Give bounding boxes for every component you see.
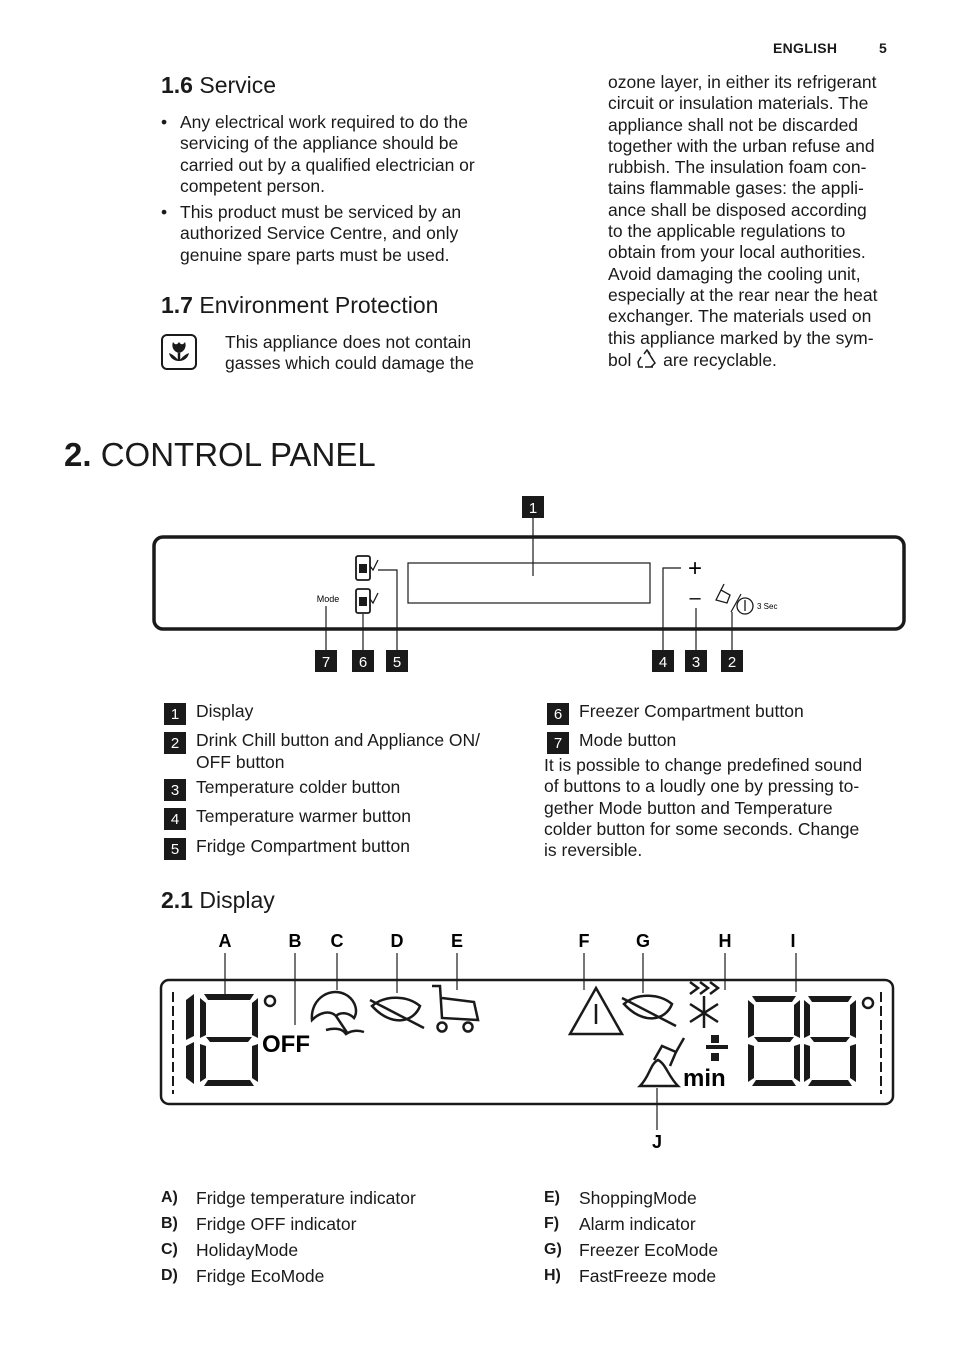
- control-panel-diagram: [140, 490, 920, 680]
- letter-j: J: [651, 1132, 663, 1152]
- display-legend-d: [161, 1263, 324, 1289]
- text-line: gether Mode button and Temperature: [544, 797, 833, 818]
- legend-number: 6: [547, 703, 569, 725]
- fridge-compartment-icon: [356, 556, 378, 580]
- letter-d: D: [390, 931, 404, 951]
- text-line: is reversible.: [544, 840, 643, 861]
- legend-number: 4: [164, 808, 186, 830]
- freezer-compartment-icon: [356, 589, 378, 613]
- legend-key: B): [161, 1215, 178, 1232]
- environment-text: [225, 332, 474, 375]
- text-line: together with the urban refuse and: [608, 135, 875, 156]
- callout-5: 5: [392, 654, 402, 671]
- legend-label: Drink Chill button and Appliance ON/: [196, 730, 481, 750]
- legend-text: Alarm indicator: [579, 1214, 696, 1234]
- text-line: • This product must be serviced by an: [180, 202, 462, 223]
- service-bullet-1: [161, 112, 501, 197]
- text-line: ozone layer, in either its refrigerant: [608, 72, 877, 92]
- callout-4: 4: [658, 654, 668, 671]
- service-bullet-2: [161, 202, 501, 266]
- freezer-eco-leaf-icon: [622, 996, 676, 1026]
- minus-sign: –: [689, 587, 701, 609]
- section-1-7-heading: [161, 292, 438, 319]
- three-sec-label: 3 Sec: [757, 602, 778, 611]
- text-line: carried out by a qualified electrician or: [180, 154, 475, 175]
- text-line: competent person.: [180, 175, 325, 196]
- display-legend-e: [544, 1185, 697, 1211]
- legend-item-5: [164, 836, 410, 860]
- off-indicator: OFF: [262, 1031, 310, 1058]
- eco-flower-icon: [160, 333, 198, 371]
- text-line: exchanger. The materials used on: [608, 306, 872, 327]
- text-line: circuit or insulation materials. The: [608, 93, 869, 114]
- legend-label: Fridge Compartment button: [196, 836, 410, 856]
- legend-key: A): [161, 1189, 178, 1206]
- text-line: It is possible to change predefined sound: [544, 755, 863, 775]
- section-1-6-title: Service: [199, 72, 277, 98]
- service-bullets: [161, 112, 501, 271]
- legend-text: Fridge temperature indicator: [196, 1188, 416, 1208]
- legend-text: FastFreeze mode: [579, 1266, 717, 1286]
- fridge-temperature-digits: [186, 994, 258, 1086]
- environment-text-continued: [608, 72, 877, 371]
- section-1-6-heading: [161, 72, 276, 99]
- display-legend-b: [161, 1211, 356, 1237]
- legend-number: 1: [164, 703, 186, 725]
- legend-label: Display: [196, 701, 254, 721]
- section-2-1-title: Display: [199, 887, 275, 913]
- text-line: of buttons to a loudly one by pressing to-: [544, 776, 860, 797]
- page-number: 5: [879, 40, 888, 56]
- panel-outline: [154, 537, 904, 629]
- legend-item-2: [164, 730, 480, 773]
- min-label: min: [683, 1065, 726, 1092]
- section-1-7-title: Environment Protection: [199, 292, 439, 318]
- text-line: especially at the rear near the heat: [608, 284, 878, 305]
- plus-sign: +: [687, 555, 703, 582]
- legend-label: Temperature colder button: [196, 777, 401, 797]
- freezer-temperature-digits: [748, 996, 856, 1086]
- legend-key: H): [544, 1267, 561, 1284]
- display-diagram: [150, 925, 910, 1160]
- callout-6: 6: [358, 654, 368, 671]
- legend-item-7: [547, 730, 676, 754]
- header-language: ENGLISH: [773, 40, 838, 56]
- panel-note: [544, 755, 862, 861]
- legend-label: Freezer Compartment button: [579, 701, 804, 721]
- text-line: tains flammable gases: the appli-: [608, 178, 864, 199]
- legend-label: Mode button: [579, 730, 677, 750]
- letter-i: I: [790, 931, 796, 951]
- legend-number: 5: [164, 838, 186, 860]
- legend-item-3: [164, 777, 400, 801]
- display-legend-g: [544, 1237, 718, 1263]
- letter-g: G: [635, 931, 651, 951]
- text-line: • Any electrical work required to do the: [180, 112, 468, 132]
- legend-key: F): [544, 1215, 560, 1232]
- legend-item-6: [547, 701, 804, 725]
- mode-label: Mode: [316, 594, 340, 604]
- display-colon: [706, 1035, 728, 1061]
- legend-text: Freezer EcoMode: [579, 1240, 719, 1260]
- text-line: Avoid damaging the cooling unit,: [608, 263, 861, 284]
- legend-text: Fridge OFF indicator: [196, 1214, 357, 1234]
- letter-b: B: [288, 931, 302, 951]
- holiday-umbrella-icon: [312, 992, 364, 1034]
- section-2-1-number: 2.1: [161, 887, 193, 913]
- legend-label: OFF button: [196, 751, 285, 772]
- text-line: this appliance marked by the sym-: [608, 327, 874, 348]
- callout-3: 3: [691, 654, 701, 671]
- section-1-7-number: 1.7: [161, 292, 193, 318]
- chapter-2-heading: [64, 436, 376, 474]
- legend-key: E): [544, 1189, 560, 1206]
- section-2-1-heading: [161, 887, 275, 914]
- text-line: obtain from your local authorities.: [608, 242, 866, 263]
- chapter-2-number: 2.: [64, 436, 92, 473]
- text-line: appliance shall not be discarded: [608, 114, 859, 135]
- fastfreeze-snowflake-icon: [690, 982, 718, 1028]
- drink-chill-bell-icon: [640, 1038, 684, 1086]
- text-line: gasses which could damage the: [225, 353, 475, 374]
- running-header: [773, 40, 837, 56]
- letter-c: C: [330, 931, 344, 951]
- section-1-6-number: 1.6: [161, 72, 193, 98]
- legend-number: 3: [164, 779, 186, 801]
- text-line: [608, 349, 877, 371]
- text-fragment: are recyclable.: [663, 349, 777, 370]
- text-line: This appliance does not contain: [225, 332, 472, 352]
- callout-2: 2: [727, 654, 737, 671]
- legend-text: Fridge EcoMode: [196, 1266, 325, 1286]
- text-line: genuine spare parts must be used.: [180, 244, 450, 265]
- callout-1: 1: [528, 500, 538, 517]
- letter-e: E: [450, 931, 464, 951]
- letter-f: F: [578, 931, 590, 951]
- callout-7: 7: [321, 654, 331, 671]
- display-legend-f: [544, 1211, 696, 1237]
- text-line: rubbish. The insulation foam con-: [608, 157, 867, 178]
- letter-a: A: [218, 931, 232, 951]
- shopping-cart-icon: [432, 986, 478, 1032]
- recycle-icon: [636, 349, 658, 369]
- display-legend-a: [161, 1185, 416, 1211]
- display-legend-c: [161, 1237, 298, 1263]
- letter-h: H: [718, 931, 732, 951]
- power-icon: [737, 598, 753, 614]
- alarm-warning-icon: [570, 988, 622, 1034]
- legend-number: 2: [164, 732, 186, 754]
- legend-key: D): [161, 1267, 178, 1284]
- legend-key: G): [544, 1241, 562, 1258]
- text-line: colder button for some seconds. Change: [544, 818, 860, 839]
- legend-item-1: [164, 701, 253, 725]
- display-legend-h: [544, 1263, 716, 1289]
- legend-item-4: [164, 806, 411, 830]
- legend-text: ShoppingMode: [579, 1188, 697, 1208]
- fridge-eco-leaf-icon: [370, 998, 424, 1028]
- legend-number: 7: [547, 732, 569, 754]
- text-fragment: bol: [608, 349, 632, 370]
- text-line: servicing of the appliance should be: [180, 133, 459, 154]
- legend-key: C): [161, 1241, 178, 1258]
- text-line: authorized Service Centre, and only: [180, 223, 459, 244]
- legend-text: HolidayMode: [196, 1240, 299, 1260]
- legend-label: Temperature warmer button: [196, 806, 411, 826]
- chapter-2-title: CONTROL PANEL: [100, 436, 376, 473]
- text-line: to the applicable regulations to: [608, 221, 846, 242]
- text-line: ance shall be disposed according: [608, 199, 867, 220]
- panel-display-window: [408, 563, 650, 603]
